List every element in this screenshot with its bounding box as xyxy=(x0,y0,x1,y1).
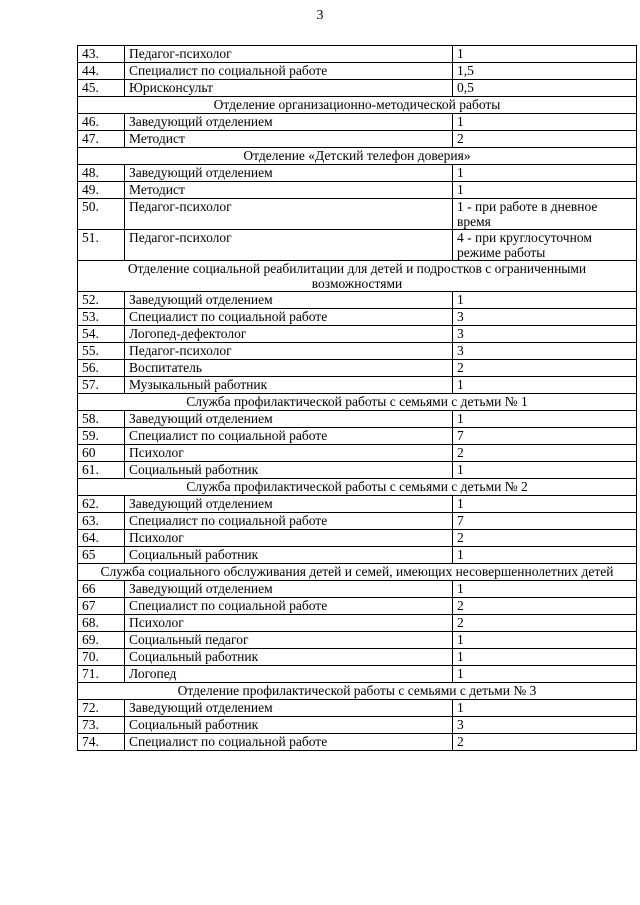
staff-count: 1 xyxy=(453,182,637,199)
row-number: 68. xyxy=(78,615,125,632)
table-row xyxy=(78,230,637,261)
staff-count: 1 xyxy=(453,411,637,428)
row-number: 74. xyxy=(78,734,125,751)
position-title: Логопед xyxy=(125,666,453,683)
table-row xyxy=(78,292,637,309)
table-row xyxy=(78,734,637,751)
row-number: 43. xyxy=(78,46,125,63)
section-title: Отделение организационно-методической работы xyxy=(78,97,637,114)
position-title: Заведующий отделением xyxy=(125,292,453,309)
table-row xyxy=(78,496,637,513)
staff-count: 1 - при работе в дневное время xyxy=(453,199,637,230)
table-row xyxy=(78,131,637,148)
row-number: 53. xyxy=(78,309,125,326)
position-title: Воспитатель xyxy=(125,360,453,377)
table-row xyxy=(78,199,637,230)
table-row xyxy=(78,666,637,683)
table-row xyxy=(78,377,637,394)
staff-count: 2 xyxy=(453,615,637,632)
section-header-row xyxy=(78,97,637,114)
table-row xyxy=(78,700,637,717)
staff-count: 3 xyxy=(453,309,637,326)
position-title: Заведующий отделением xyxy=(125,496,453,513)
staff-count: 1,5 xyxy=(453,63,637,80)
row-number: 61. xyxy=(78,462,125,479)
position-title: Психолог xyxy=(125,530,453,547)
table-row xyxy=(78,309,637,326)
staff-count: 2 xyxy=(453,598,637,615)
staff-count: 2 xyxy=(453,734,637,751)
table-row xyxy=(78,63,637,80)
staff-count: 1 xyxy=(453,292,637,309)
staff-count: 1 xyxy=(453,666,637,683)
row-number: 65 xyxy=(78,547,125,564)
section-header-row xyxy=(78,261,637,292)
table-row xyxy=(78,428,637,445)
staff-count: 1 xyxy=(453,547,637,564)
staff-count: 1 xyxy=(453,377,637,394)
row-number: 55. xyxy=(78,343,125,360)
staff-count: 1 xyxy=(453,649,637,666)
position-title: Музыкальный работник xyxy=(125,377,453,394)
table-row xyxy=(78,717,637,734)
staff-count: 1 xyxy=(453,700,637,717)
table-row xyxy=(78,360,637,377)
position-title: Методист xyxy=(125,131,453,148)
row-number: 45. xyxy=(78,80,125,97)
staff-count: 1 xyxy=(453,496,637,513)
staff-count: 1 xyxy=(453,165,637,182)
row-number: 66 xyxy=(78,581,125,598)
position-title: Специалист по социальной работе xyxy=(125,598,453,615)
row-number: 51. xyxy=(78,230,125,261)
table-row xyxy=(78,182,637,199)
staff-count: 2 xyxy=(453,445,637,462)
position-title: Педагог-психолог xyxy=(125,46,453,63)
row-number: 69. xyxy=(78,632,125,649)
staffing-table xyxy=(77,45,637,751)
table-row xyxy=(78,114,637,131)
table-row xyxy=(78,411,637,428)
row-number: 50. xyxy=(78,199,125,230)
staff-count: 3 xyxy=(453,717,637,734)
position-title: Методист xyxy=(125,182,453,199)
table-row xyxy=(78,46,637,63)
row-number: 71. xyxy=(78,666,125,683)
staff-count: 1 xyxy=(453,114,637,131)
section-header-row xyxy=(78,683,637,700)
table-row xyxy=(78,513,637,530)
page-number: 3 xyxy=(316,8,324,23)
staff-count: 1 xyxy=(453,462,637,479)
table-row xyxy=(78,445,637,462)
table-row xyxy=(78,165,637,182)
staff-count: 1 xyxy=(453,632,637,649)
table-row xyxy=(78,326,637,343)
position-title: Заведующий отделением xyxy=(125,114,453,131)
position-title: Заведующий отделением xyxy=(125,165,453,182)
position-title: Специалист по социальной работе xyxy=(125,513,453,530)
row-number: 62. xyxy=(78,496,125,513)
section-title: Служба профилактической работы с семьями с детьми № 2 xyxy=(78,479,637,496)
position-title: Педагог-психолог xyxy=(125,230,453,261)
section-header-row xyxy=(78,148,637,165)
row-number: 44. xyxy=(78,63,125,80)
position-title: Социальный работник xyxy=(125,462,453,479)
position-title: Юрисконсульт xyxy=(125,80,453,97)
table-row xyxy=(78,649,637,666)
row-number: 73. xyxy=(78,717,125,734)
section-title: Служба социального обслуживания детей и семей, имеющих несовершеннолетних детей xyxy=(78,564,637,581)
row-number: 64. xyxy=(78,530,125,547)
staff-count: 2 xyxy=(453,360,637,377)
row-number: 52. xyxy=(78,292,125,309)
row-number: 48. xyxy=(78,165,125,182)
row-number: 67 xyxy=(78,598,125,615)
position-title: Социальный работник xyxy=(125,649,453,666)
section-title: Отделение социальной реабилитации для детей и подростков с ограниченными возможностями xyxy=(78,261,637,292)
position-title: Заведующий отделением xyxy=(125,581,453,598)
table-row xyxy=(78,632,637,649)
staff-count: 2 xyxy=(453,131,637,148)
section-title: Отделение «Детский телефон доверия» xyxy=(78,148,637,165)
row-number: 54. xyxy=(78,326,125,343)
section-header-row xyxy=(78,394,637,411)
staffing-table-body xyxy=(78,46,637,751)
position-title: Педагог-психолог xyxy=(125,199,453,230)
row-number: 60 xyxy=(78,445,125,462)
position-title: Специалист по социальной работе xyxy=(125,63,453,80)
table-row xyxy=(78,581,637,598)
staff-count: 3 xyxy=(453,343,637,360)
section-header-row xyxy=(78,479,637,496)
staff-count: 2 xyxy=(453,530,637,547)
staff-count: 0,5 xyxy=(453,80,637,97)
position-title: Педагог-психолог xyxy=(125,343,453,360)
staff-count: 7 xyxy=(453,513,637,530)
staff-count: 1 xyxy=(453,581,637,598)
row-number: 47. xyxy=(78,131,125,148)
position-title: Психолог xyxy=(125,615,453,632)
position-title: Социальный педагог xyxy=(125,632,453,649)
row-number: 59. xyxy=(78,428,125,445)
table-row xyxy=(78,343,637,360)
position-title: Специалист по социальной работе xyxy=(125,734,453,751)
table-row xyxy=(78,462,637,479)
table-row xyxy=(78,598,637,615)
staff-count: 3 xyxy=(453,326,637,343)
table-row xyxy=(78,530,637,547)
row-number: 49. xyxy=(78,182,125,199)
table-row xyxy=(78,615,637,632)
row-number: 72. xyxy=(78,700,125,717)
staff-count: 1 xyxy=(453,46,637,63)
position-title: Психолог xyxy=(125,445,453,462)
table-row xyxy=(78,547,637,564)
position-title: Специалист по социальной работе xyxy=(125,309,453,326)
position-title: Специалист по социальной работе xyxy=(125,428,453,445)
position-title: Логопед-дефектолог xyxy=(125,326,453,343)
position-title: Социальный работник xyxy=(125,547,453,564)
position-title: Заведующий отделением xyxy=(125,411,453,428)
row-number: 58. xyxy=(78,411,125,428)
section-header-row xyxy=(78,564,637,581)
table-row xyxy=(78,80,637,97)
row-number: 56. xyxy=(78,360,125,377)
position-title: Социальный работник xyxy=(125,717,453,734)
row-number: 46. xyxy=(78,114,125,131)
row-number: 57. xyxy=(78,377,125,394)
position-title: Заведующий отделением xyxy=(125,700,453,717)
staff-count: 4 - при круглосуточном режиме работы xyxy=(453,230,637,261)
row-number: 63. xyxy=(78,513,125,530)
section-title: Отделение профилактической работы с семьями с детьми № 3 xyxy=(78,683,637,700)
row-number: 70. xyxy=(78,649,125,666)
section-title: Служба профилактической работы с семьями с детьми № 1 xyxy=(78,394,637,411)
staff-count: 7 xyxy=(453,428,637,445)
